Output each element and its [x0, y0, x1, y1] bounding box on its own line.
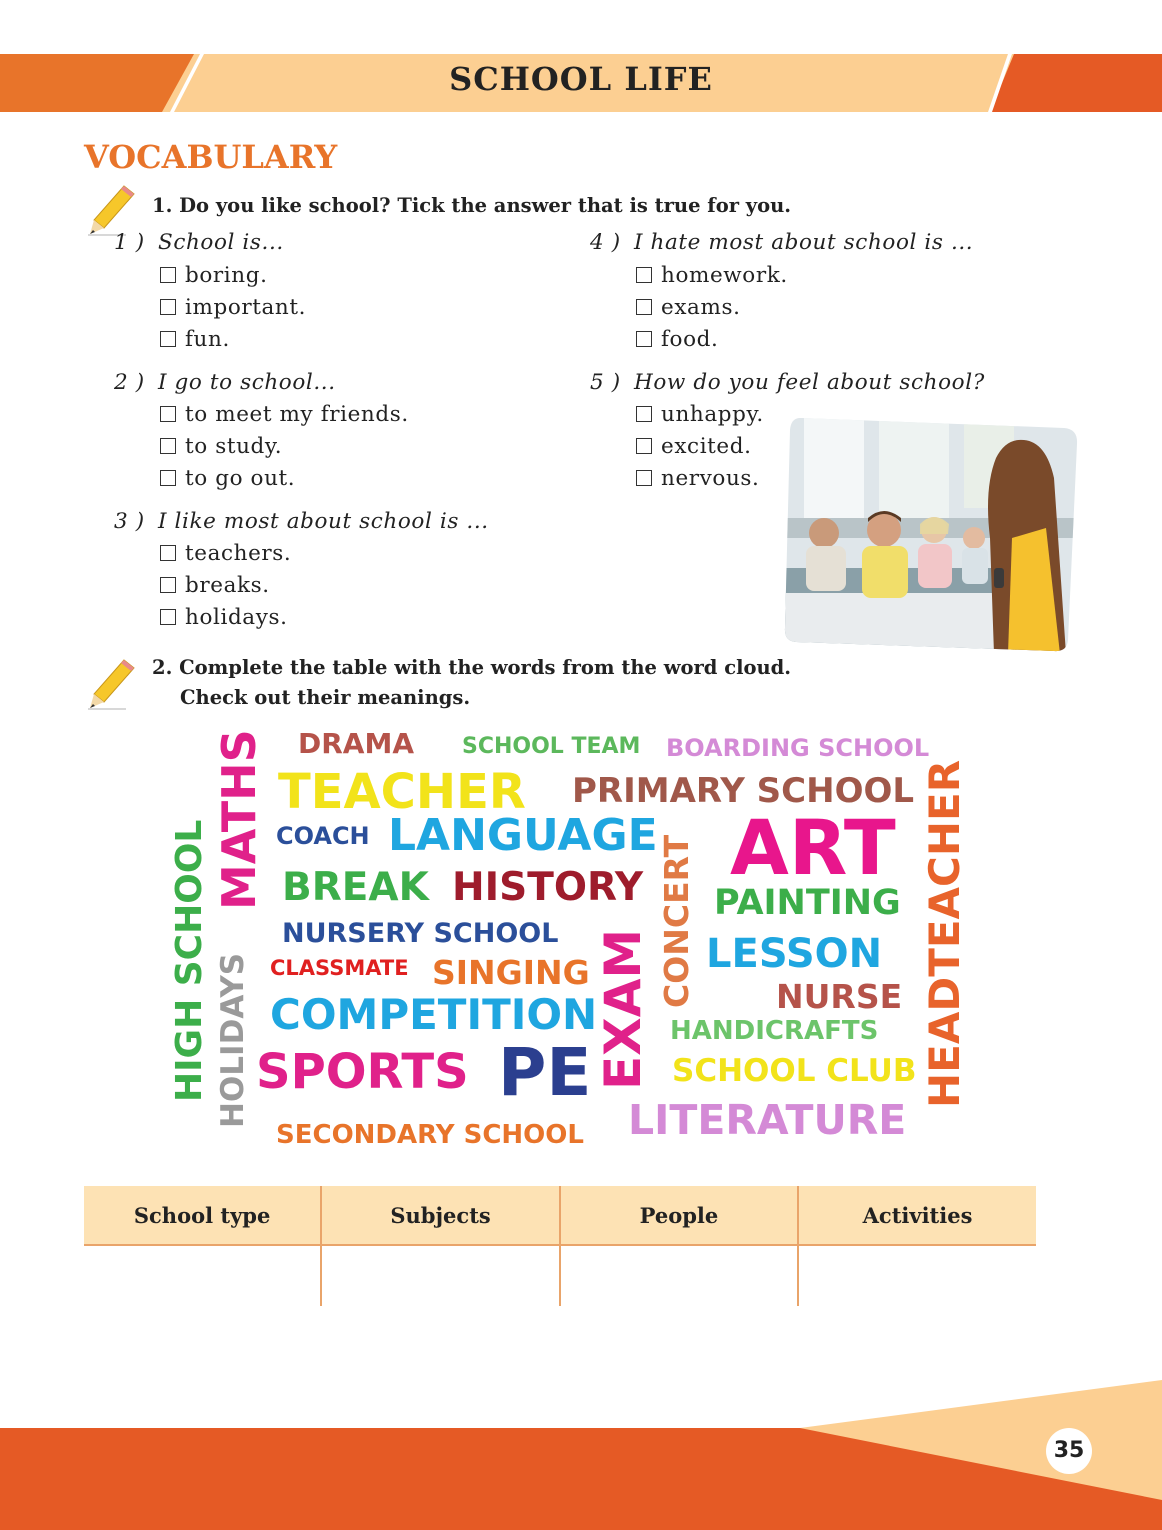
checkbox[interactable]: [160, 470, 176, 486]
word-literature: LITERATURE: [628, 1096, 907, 1144]
word-primary-school: PRIMARY SCHOOL: [572, 771, 915, 811]
answer-cell-school-type[interactable]: [84, 1245, 321, 1306]
word-nursery-school: NURSERY SCHOOL: [282, 918, 559, 949]
column-header-people: People: [560, 1186, 798, 1245]
checkbox[interactable]: [160, 609, 176, 625]
checkbox[interactable]: [160, 299, 176, 315]
classroom-photo: [784, 418, 1080, 654]
word-headteacher: HEADTEACHER: [920, 759, 969, 1108]
options-4: [636, 260, 788, 356]
question-number: 3 ): [114, 509, 145, 534]
question-text: How do you feel about school?: [634, 370, 985, 395]
option-checkbox[interactable]: [160, 431, 409, 463]
exercise2-instruction-line2: Check out their meanings.: [180, 686, 471, 709]
option-label: excited.: [661, 434, 752, 459]
word-exam: EXAM: [594, 928, 652, 1090]
option-checkbox[interactable]: [636, 324, 788, 356]
checkbox[interactable]: [160, 545, 176, 561]
option-label: exams.: [661, 295, 741, 320]
word-concert: CONCERT: [657, 834, 696, 1008]
word-handicrafts: HANDICRAFTS: [670, 1016, 879, 1046]
option-checkbox[interactable]: [636, 260, 788, 292]
option-label: fun.: [185, 327, 230, 352]
question-number: 1 ): [114, 230, 145, 255]
column-header-subjects: Subjects: [321, 1186, 560, 1245]
option-label: breaks.: [185, 573, 270, 598]
option-label: teachers.: [185, 541, 292, 566]
word-painting: PAINTING: [714, 883, 901, 923]
word-coach: COACH: [276, 822, 370, 850]
answer-cell-people[interactable]: [560, 1245, 798, 1306]
question-2: [114, 370, 336, 395]
option-checkbox[interactable]: [160, 292, 306, 324]
options-3: [160, 538, 291, 634]
option-checkbox[interactable]: [160, 538, 291, 570]
word-pe: PE: [498, 1034, 592, 1111]
option-checkbox[interactable]: [160, 399, 409, 431]
option-checkbox[interactable]: [636, 292, 788, 324]
option-checkbox[interactable]: [160, 602, 291, 634]
word-lesson: LESSON: [706, 931, 883, 977]
column-header-activities: Activities: [798, 1186, 1036, 1245]
question-3: [114, 509, 489, 534]
pencil-icon: [86, 184, 138, 236]
option-label: food.: [661, 327, 719, 352]
page-number: 35: [1046, 1428, 1092, 1474]
question-text: I like most about school is ...: [158, 509, 489, 534]
checkbox[interactable]: [636, 406, 652, 422]
word-drama: DRAMA: [298, 727, 415, 760]
option-checkbox[interactable]: [160, 463, 409, 495]
answer-cell-subjects[interactable]: [321, 1245, 560, 1306]
option-label: to study.: [185, 434, 283, 459]
question-text: I go to school...: [158, 370, 336, 395]
checkbox[interactable]: [160, 438, 176, 454]
option-checkbox[interactable]: [160, 570, 291, 602]
table-header-row: [84, 1186, 1036, 1245]
checkbox[interactable]: [160, 267, 176, 283]
word-competition: COMPETITION: [270, 990, 598, 1039]
word-language: LANGUAGE: [388, 810, 658, 861]
table-row: [84, 1245, 1036, 1306]
word-school-team: SCHOOL TEAM: [462, 734, 641, 759]
checkbox[interactable]: [636, 267, 652, 283]
option-label: homework.: [661, 263, 788, 288]
option-label: to meet my friends.: [185, 402, 409, 427]
option-label: to go out.: [185, 466, 296, 491]
options-5: [636, 399, 764, 495]
page-title: SCHOOL LIFE: [449, 60, 713, 98]
checkbox[interactable]: [636, 470, 652, 486]
word-maths: MATHS: [212, 729, 266, 910]
question-number: 4 ): [590, 230, 621, 255]
exercise1-instruction: 1. Do you like school? Tick the answer that is true for you.: [152, 194, 792, 217]
option-label: boring.: [185, 263, 268, 288]
option-checkbox[interactable]: [636, 463, 764, 495]
option-label: holidays.: [185, 605, 288, 630]
option-checkbox[interactable]: [160, 260, 306, 292]
options-2: [160, 399, 409, 495]
answer-cell-activities[interactable]: [798, 1245, 1036, 1306]
word-sports: SPORTS: [256, 1044, 469, 1100]
option-checkbox[interactable]: [160, 324, 306, 356]
word-nurse: NURSE: [776, 977, 903, 1016]
column-header-school-type: School type: [84, 1186, 321, 1245]
question-number: 5 ): [590, 370, 621, 395]
word-classmate: CLASSMATE: [270, 956, 409, 980]
word-secondary-school: SECONDARY SCHOOL: [276, 1120, 584, 1150]
question-number: 2 ): [114, 370, 145, 395]
checkbox[interactable]: [160, 406, 176, 422]
word-boarding-school: BOARDING SCHOOL: [666, 734, 930, 762]
option-label: unhappy.: [661, 402, 764, 427]
vocabulary-table: [84, 1186, 1036, 1306]
exercise2-instruction-line1: 2. Complete the table with the words from the word cloud.: [152, 656, 792, 679]
question-5: [590, 370, 985, 395]
word-break: BREAK: [282, 865, 429, 910]
word-singing: SINGING: [432, 953, 590, 992]
word-art: ART: [730, 803, 896, 892]
pencil-icon: [86, 658, 138, 710]
word-holidays: HOLIDAYS: [215, 952, 251, 1128]
options-1: [160, 260, 306, 356]
footer-band: [0, 1380, 1162, 1530]
word-high-school: HIGH SCHOOL: [169, 819, 210, 1102]
option-checkbox[interactable]: [636, 431, 764, 463]
checkbox[interactable]: [636, 299, 652, 315]
checkbox[interactable]: [160, 577, 176, 593]
question-1: [114, 230, 284, 255]
question-text: I hate most about school is ...: [634, 230, 974, 255]
checkbox[interactable]: [636, 331, 652, 347]
checkbox[interactable]: [160, 331, 176, 347]
word-history: HISTORY: [452, 865, 644, 910]
word-teacher: TEACHER: [278, 764, 526, 820]
question-4: [590, 230, 973, 255]
option-label: important.: [185, 295, 307, 320]
option-checkbox[interactable]: [636, 399, 764, 431]
section-title: VOCABULARY: [84, 138, 338, 176]
option-label: nervous.: [661, 466, 760, 491]
word-school-club: SCHOOL CLUB: [672, 1053, 917, 1089]
checkbox[interactable]: [636, 438, 652, 454]
question-text: School is...: [158, 230, 284, 255]
